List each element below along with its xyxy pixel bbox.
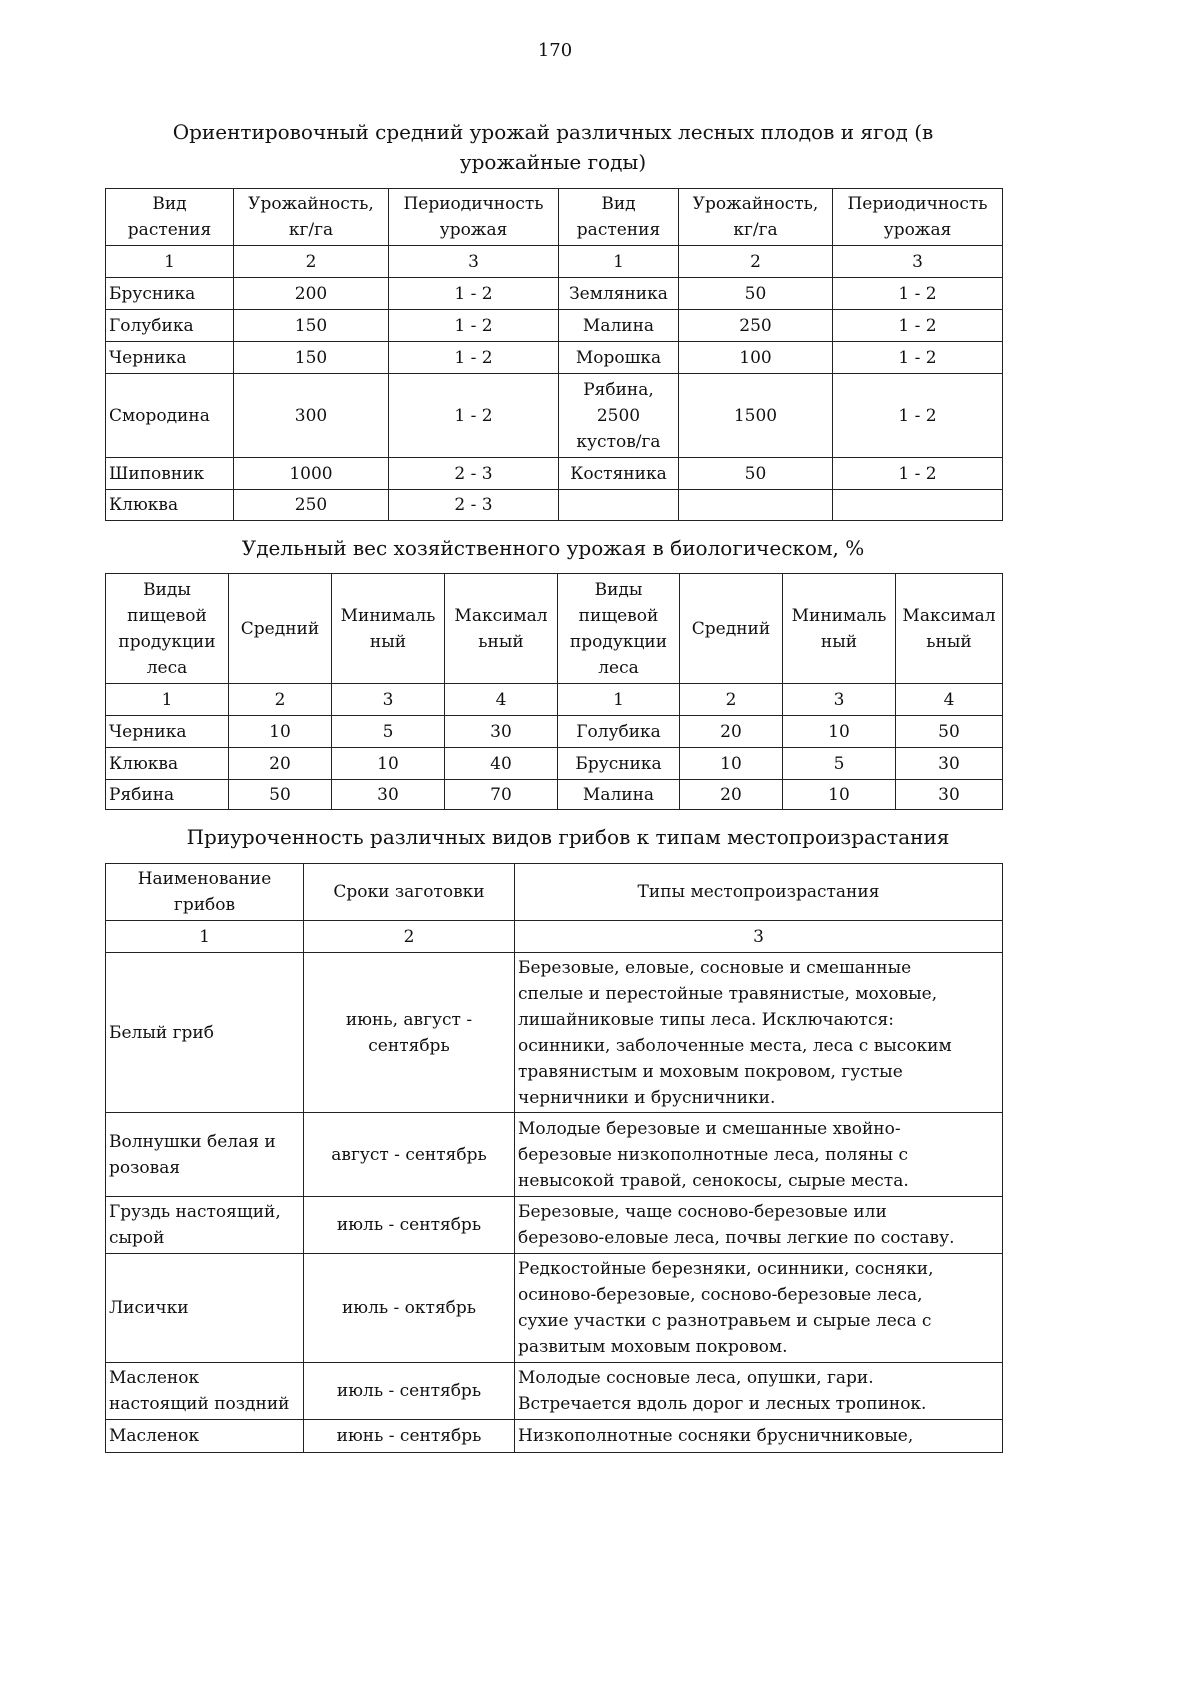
header-cell [304,864,515,921]
cell-text: черничники и брусничники. [518,1087,776,1108]
table-row [106,780,1003,810]
cell-text: Периодичность [847,194,988,214]
header-cell [234,189,389,246]
table-row [106,342,1003,374]
table-row [106,278,1003,310]
table-cell [234,278,389,310]
economic-yield-table [105,573,1003,810]
cell-text: ьный [478,631,524,652]
cell-text: травянистым и моховым покровом, густые [518,1061,903,1082]
header-cell [106,921,304,953]
cell-text: леса [598,657,639,678]
table-row [106,1420,1003,1453]
table-cell [833,342,1003,374]
cell-text: Морошка [575,347,662,368]
table-cell [515,1113,1003,1197]
cell-text: 3 [382,689,394,710]
yield-table [105,188,1003,521]
table-cell [234,310,389,342]
cell-text: 1 [161,689,173,710]
table-row [106,953,1003,1113]
cell-text: Вид [152,194,187,214]
table-cell [106,342,234,374]
table-cell [106,748,229,780]
cell-text: Масленок [109,1368,200,1388]
cell-text: грибов [173,895,236,915]
table-row [106,1197,1003,1254]
cell-text: Встречается вдоль дорог и лесных тропинок. [518,1394,927,1414]
table-cell [234,342,389,374]
table-cell [106,1197,304,1254]
cell-text: пищевой [578,605,659,626]
cell-text: 150 [294,347,328,368]
cell-text: Черника [109,347,187,368]
table-cell [833,310,1003,342]
table-cell [558,748,680,780]
cell-text: Костяника [570,463,667,484]
table-cell [304,1254,515,1363]
cell-text: 10 [720,753,742,774]
cell-text: Максимал [902,605,996,626]
cell-text: 150 [294,315,328,336]
table-cell [445,716,558,748]
table-cell [106,716,229,748]
cell-text: Наименование [137,869,272,889]
cell-text: июнь - сентябрь [336,1426,482,1446]
cell-text: Средний [691,618,771,639]
cell-text: июль - октябрь [341,1298,477,1318]
cell-text: 100 [739,347,772,368]
cell-text: Урожайность, [692,194,819,214]
cell-text: березово-еловые леса, почвы легкие по составу. [518,1228,955,1248]
header-cell [229,684,332,716]
cell-text: 1 [613,689,624,710]
cell-text: Молодые сосновые леса, опушки, гари. [518,1368,874,1388]
cell-text: Типы местопроизрастания [637,882,880,902]
header-cell [389,189,559,246]
table-cell [304,953,515,1113]
cell-text: Березовые, чаще сосново-березовые или [518,1202,887,1222]
table3-title: Приуроченность различных видов грибов к типам местопроизрастания [186,825,950,849]
header-cell [896,684,1003,716]
table-cell [389,342,559,374]
cell-text: 1 - 2 [454,347,493,368]
cell-text: Редкостойные березняки, осинники, сосняки, [518,1259,934,1279]
cell-text: 50 [938,721,960,742]
header-cell [229,574,332,684]
table-cell [304,1113,515,1197]
cell-text: 30 [938,753,960,774]
cell-text: Груздь настоящий, [109,1202,281,1222]
table-cell [515,1254,1003,1363]
header-cell [106,189,234,246]
cell-text: спелые и перестойные травянистые, моховые, [518,983,938,1004]
cell-text: Низкополнотные сосняки брусничниковые, [518,1426,914,1446]
cell-text: Минималь [791,605,887,626]
cell-text: розовая [109,1157,181,1178]
column-number-row [106,246,1003,278]
table-cell [896,748,1003,780]
table-row [106,716,1003,748]
table-cell [679,278,833,310]
cell-text: 1 - 2 [898,347,937,368]
cell-text: июнь, август - [345,1009,473,1030]
table-cell [515,1363,1003,1420]
table-row [106,490,1003,521]
cell-text: 50 [744,283,767,304]
header-cell [680,684,783,716]
table-cell [304,1197,515,1254]
cell-text: 30 [490,721,512,742]
cell-text: Масленок [109,1426,200,1446]
cell-text: 250 [739,315,772,336]
cell-text: Молодые березовые и смешанные хвойно- [518,1118,901,1139]
cell-text: кг/га [288,220,334,240]
header-cell [106,574,229,684]
cell-text: 1 - 2 [898,405,937,426]
table-row [106,310,1003,342]
cell-text: 1 - 2 [898,283,937,304]
table-cell [515,953,1003,1113]
cell-text: Смородина [109,405,210,426]
cell-text: Виды [594,579,643,600]
cell-text: июль - сентябрь [336,1215,482,1235]
table-cell [515,1197,1003,1254]
column-number-row [106,684,1003,716]
cell-text: продукции [118,631,216,652]
header-cell [515,921,1003,953]
cell-text: кг/га [733,220,778,240]
table-cell [680,716,783,748]
table-cell [679,374,833,458]
cell-text: 10 [828,784,850,805]
cell-text: 3 [912,251,923,272]
table-cell [896,716,1003,748]
table-cell [106,1363,304,1420]
cell-text: 2 [403,926,415,947]
table-cell [559,458,679,490]
cell-text: 2500 [596,405,641,426]
header-cell [679,246,833,278]
cell-text: 3 [753,926,764,947]
column-number-row [106,921,1003,953]
cell-text: 1 [164,251,175,272]
cell-text: июль - сентябрь [336,1381,482,1401]
cell-text: Черника [109,721,187,742]
table-cell [106,490,234,521]
table-cell [389,374,559,458]
table-cell [679,458,833,490]
header-cell [558,574,680,684]
cell-text: 1 - 2 [454,405,493,426]
cell-text: 20 [269,753,291,774]
table-cell [896,780,1003,810]
cell-text: сырой [109,1228,165,1248]
table-cell [679,490,833,521]
header-cell [106,684,229,716]
cell-text: осиново-березовые, сосново-березовые леса, [518,1285,923,1305]
table-cell [332,780,445,810]
cell-text: Брусника [109,283,196,304]
table-cell [558,716,680,748]
cell-text: ьный [926,631,972,652]
header-cell [445,684,558,716]
cell-text: продукции [569,631,668,652]
table-cell [680,780,783,810]
cell-text: 2 [274,689,286,710]
cell-text: 1 [613,251,624,272]
table-cell [389,278,559,310]
cell-text: 10 [828,721,850,742]
table-cell [106,278,234,310]
cell-text: развитым моховым покровом. [518,1337,788,1357]
cell-text: Шиповник [109,463,205,484]
cell-text: невысокой травой, сенокосы, сырые места. [518,1170,909,1191]
cell-text: 300 [294,405,328,426]
cell-text: Белый гриб [109,1022,214,1043]
title-line: Ориентировочный средний урожай различных лесных плодов и ягод (в [172,120,934,144]
table-cell [304,1363,515,1420]
table-cell [106,953,304,1113]
cell-text: Малина [582,784,655,805]
table-cell [106,1420,304,1453]
cell-text: 4 [495,689,507,710]
cell-text: 50 [744,463,767,484]
cell-text: Березовые, еловые, сосновые и смешанные [518,957,912,978]
cell-text: 3 [468,251,479,272]
table-cell [332,748,445,780]
cell-text: 50 [269,784,291,805]
page-number: 170 [537,40,573,61]
cell-text: 1 - 2 [454,315,493,336]
table-cell [106,780,229,810]
cell-text: урожая [439,220,508,240]
table-row [106,748,1003,780]
table-cell [445,780,558,810]
table-cell [234,490,389,521]
table-cell [783,780,896,810]
header-cell [833,246,1003,278]
table-cell [234,458,389,490]
cell-text: Голубика [109,315,194,336]
header-cell [679,189,833,246]
header-cell [783,574,896,684]
header-cell [680,574,783,684]
header-row [106,189,1003,246]
cell-text: сентябрь [368,1035,450,1056]
table-cell [783,748,896,780]
table1-title [100,117,1006,177]
table-cell [106,374,234,458]
table-cell [229,748,332,780]
header-cell [833,189,1003,246]
cell-text: 1 - 2 [454,283,493,304]
cell-text: 5 [382,721,394,742]
cell-text: лишайниковые типы леса. Исключаются: [518,1009,894,1030]
cell-text: растения [127,220,212,240]
cell-text: Клюква [109,495,179,515]
cell-text: Рябина [109,784,175,805]
table-row [106,1363,1003,1420]
cell-text: август - сентябрь [331,1144,487,1165]
cell-text: Сроки заготовки [333,882,485,902]
cell-text: 2 [750,251,761,272]
cell-text: пищевой [127,605,207,626]
cell-text: 1500 [733,405,778,426]
cell-text: 1 - 2 [898,315,937,336]
cell-text: ный [369,631,407,652]
table-cell [106,310,234,342]
cell-text: Земляника [569,283,668,304]
cell-text: 250 [294,495,328,515]
table-cell [833,490,1003,521]
table-cell [559,374,679,458]
header-cell [783,684,896,716]
header-cell [896,574,1003,684]
cell-text: Виды [143,579,191,600]
table-row [106,458,1003,490]
cell-text: 70 [490,784,512,805]
table-cell [389,310,559,342]
cell-text: 5 [833,753,845,774]
header-cell [332,684,445,716]
table-cell [234,374,389,458]
table-cell [106,458,234,490]
cell-text: осинники, заболоченные места, леса с высоким [518,1035,952,1056]
title-line: урожайные годы) [459,150,647,174]
cell-text: 1 [199,926,210,947]
cell-text: сухие участки с разнотравьем и сырые леса с [518,1311,932,1331]
cell-text: 30 [938,784,960,805]
cell-text: Голубика [576,721,661,742]
header-cell [332,574,445,684]
cell-text: 10 [377,753,399,774]
header-row [106,864,1003,921]
table-cell [332,716,445,748]
cell-text: леса [146,657,188,678]
table-cell [515,1420,1003,1453]
table-cell [389,490,559,521]
cell-text: 10 [269,721,291,742]
table-cell [389,458,559,490]
table-cell [833,278,1003,310]
header-cell [106,864,304,921]
table-row [106,1113,1003,1197]
cell-text: 4 [943,689,955,710]
cell-text: 1 - 2 [898,463,937,484]
cell-text: Волнушки белая и [109,1131,276,1152]
cell-text: Периодичность [403,194,544,214]
cell-text: Минималь [340,605,436,626]
cell-text: Рябина, [583,379,654,400]
table-cell [229,780,332,810]
table-cell [445,748,558,780]
table-cell [679,342,833,374]
cell-text: Лисички [109,1298,189,1318]
cell-text: кустов/га [576,431,661,452]
cell-text: 2 - 3 [454,463,493,484]
header-cell [445,574,558,684]
header-cell [515,864,1003,921]
cell-text: березовые низкополнотные леса, поляны с [518,1144,908,1165]
table-cell [106,1254,304,1363]
cell-text: Малина [582,315,655,336]
header-cell [559,246,679,278]
header-cell [558,684,680,716]
table-cell [229,716,332,748]
cell-text: Брусника [575,753,662,774]
header-cell [234,246,389,278]
mushroom-habitat-table [105,863,1003,1453]
header-cell [389,246,559,278]
cell-text: урожая [883,220,952,240]
cell-text: 20 [720,721,742,742]
table-cell [680,748,783,780]
header-cell [559,189,679,246]
cell-text: 30 [377,784,399,805]
cell-text: Максимал [454,605,548,626]
cell-text: растения [576,220,661,240]
cell-text: Клюква [109,753,179,774]
cell-text: Средний [240,618,320,639]
cell-text: 2 [725,689,737,710]
cell-text: 2 - 3 [454,495,493,515]
cell-text: 20 [720,784,742,805]
header-cell [304,921,515,953]
table-cell [833,374,1003,458]
table-cell [559,490,679,521]
cell-text: ный [820,631,858,652]
cell-text: Вид [601,194,636,214]
table-cell [783,716,896,748]
header-cell [106,246,234,278]
table-cell [559,278,679,310]
table-cell [559,310,679,342]
table-cell [106,1113,304,1197]
table-cell [679,310,833,342]
cell-text: 3 [833,689,845,710]
cell-text: 2 [305,251,317,272]
table-cell [304,1420,515,1453]
cell-text: Урожайность, [248,194,374,214]
table2-title: Удельный вес хозяйственного урожая в биологическом, % [241,536,865,560]
header-row [106,574,1003,684]
table-row [106,1254,1003,1363]
cell-text: 1000 [289,463,333,484]
cell-text: настоящий поздний [109,1394,290,1414]
table-row [106,374,1003,458]
table-cell [833,458,1003,490]
cell-text: 40 [490,753,512,774]
cell-text: 200 [294,283,328,304]
table-cell [559,342,679,374]
table-cell [558,780,680,810]
